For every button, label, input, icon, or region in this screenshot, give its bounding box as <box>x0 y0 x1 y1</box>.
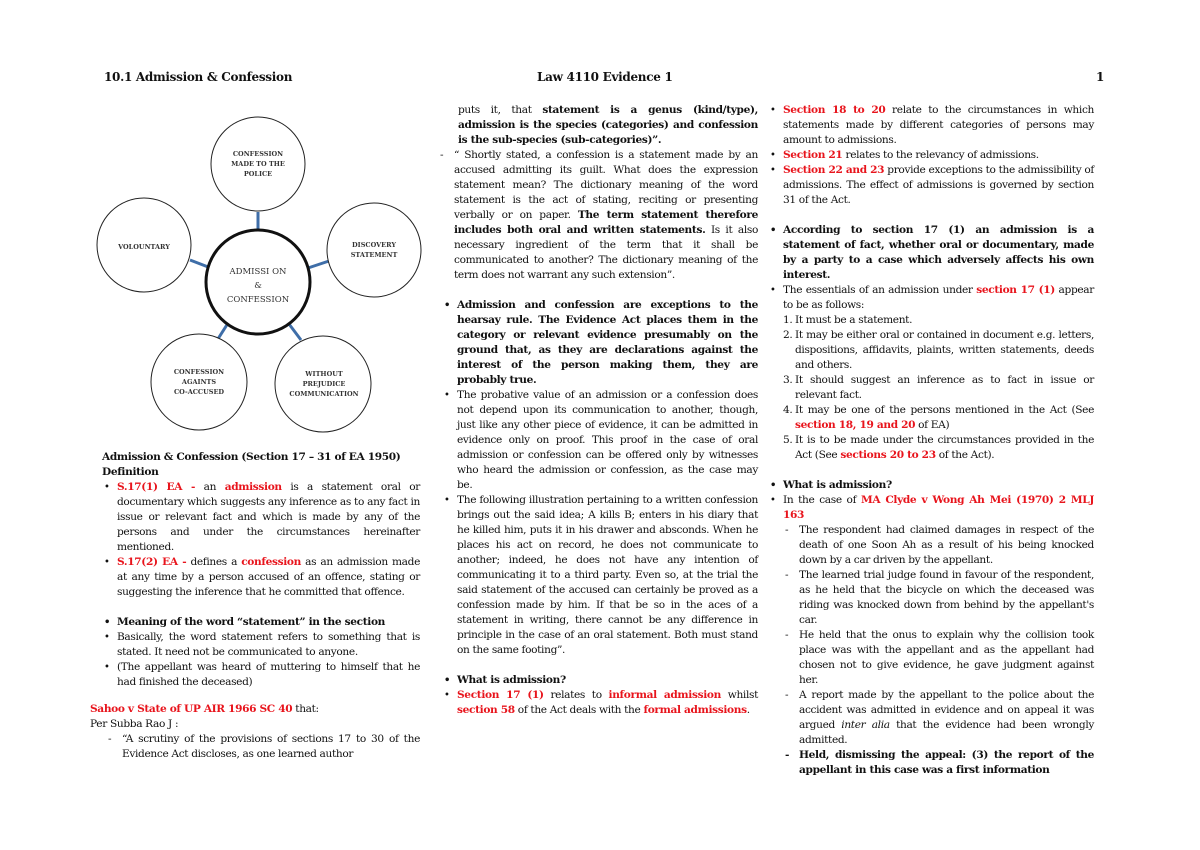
according-item: • According to section 17 (1) an admission is a statement of fact, whether oral or documentary, made by a party to a case which adversely affects his own interest. <box>768 223 1094 283</box>
page-header <box>104 70 1104 88</box>
illustration-item: • The following illustration pertaining to a written confession brings out the said idea; A kills B; enters in his diary that he killed him, puts it in his drawer and absconds. When he places his act on record, he does not communicate to another; indeed, he does not have any intention of communicating it to a third party. Even so, at the trial the said statement of the accused can certainly be proved as a confession made by him. If that be so in the aces of a statement in writing, there cannot be any difference in principle in the case of an oral statement. Both must stand on the same footing”. <box>442 493 758 658</box>
svg-text:CONFESSION: CONFESSION <box>232 150 284 158</box>
section-18-item: • Section 18 to 20 relate to the circumstances in which statements made by different categories of persons may amount to admissions. <box>768 103 1094 148</box>
essential-item: 5. It is to be made under the circumstances provided in the Act (See sections 20 to 23 of the Act). <box>783 434 1094 461</box>
quote-item: - “ Shortly stated, a confession is a statement made by an accused admitting its guilt. What does the expression statement mean? The dictionary meaning of the word statement is the act of stating, reciting or presenting verbally or on paper. The term statement therefore includes both oral and written statements. Is it also necessary ingredient of the term that it shall be communicated to another? The dictionary meaning of the term does not warrant any such extension”. <box>438 148 758 283</box>
document-title: 10.1 Admission & Confession <box>104 70 293 84</box>
center-label-1: ADMISSI ON <box>229 267 287 277</box>
svg-text:COMMUNICATION: COMMUNICATION <box>289 390 359 398</box>
svg-text:VOLOUNTARY: VOLOUNTARY <box>118 243 170 251</box>
what-heading: • What is admission? <box>768 478 1094 493</box>
section-17-item: • Section 17 (1) relates to informal admission whilst section 58 of the Act deals with the formal admissions. <box>442 688 758 718</box>
case-item: • In the case of MA Clyde v Wong Ah Mei (1970) 2 MLJ 163 <box>768 493 1094 523</box>
quote-continuation: puts it, that statement is a genus (kind/type), admission is the species (categories) and confession is the sub-species (sub-categories)”. <box>458 104 758 146</box>
meaning-heading: • Meaning of the word “statement” in the section <box>102 615 420 630</box>
hearsay-item: • Admission and confession are exceptions to the hearsay rule. The Evidence Act places them in the category or relevant evidence presumably on the ground that, as they are declarations against the interest of the person making them, they are probably true. <box>442 298 758 388</box>
definition-heading: Definition <box>102 466 159 478</box>
quote-list-2 <box>438 148 758 283</box>
probative-item: • The probative value of an admission or a confession does not depend upon its communication to another, though, just like any other piece of evidence, it can be admitted in evidence only on proof. This proof in the case of oral admission or confession can be offered only by witnesses who heard the admission or confession, as the case may be. <box>442 388 758 493</box>
fact-item: - A report made by the appellant to the police about the accident was admitted in evidence and on appeal it was argued inter alia that the evidence had been wrongly admitted. <box>783 688 1094 748</box>
center-label-2: & <box>254 281 262 291</box>
essential-item: 2. It may be either oral or contained in document e.g. letters, dispositions, affidavits, plaints, written statements, deeds and others. <box>783 329 1094 371</box>
essentials-list <box>768 313 1094 463</box>
column-3 <box>768 103 1094 778</box>
column-2 <box>442 103 758 718</box>
what-heading: • What is admission? <box>442 673 758 688</box>
essential-item: 3. It should suggest an inference as to fact in issue or relevant fact. <box>783 374 1094 401</box>
page-number: 1 <box>1095 70 1104 84</box>
sections-list <box>768 103 1094 208</box>
svg-text:AGAINTS: AGAINTS <box>181 378 217 386</box>
svg-text:DISCOVERY: DISCOVERY <box>352 241 396 249</box>
fact-item: - The respondent had claimed damages in respect of the death of one Soon Ah as a result of his being knocked down by a car driven by the appellant. <box>783 523 1094 568</box>
what-is-admission-list <box>442 673 758 718</box>
meaning-list <box>102 615 420 690</box>
meaning-item: • (The appellant was heard of muttering to himself that he had finished the deceased) <box>102 660 420 690</box>
svg-text:POLICE: POLICE <box>243 170 273 178</box>
svg-text:PREJUDICE: PREJUDICE <box>302 380 346 388</box>
essentials-item: • The essentials of an admission under section 17 (1) appear to be as follows: <box>768 283 1094 313</box>
case-citation: Sahoo v State of UP AIR 1966 SC 40 that: <box>90 703 319 715</box>
column-1 <box>90 450 420 762</box>
quote-list <box>106 732 420 762</box>
section-22-item: • Section 22 and 23 provide exceptions to the admissibility of admissions. The effect of admissions is governed by section 31 of the Act. <box>768 163 1094 208</box>
section-title: Admission & Confession (Section 17 – 31 of EA 1950) <box>102 451 401 463</box>
node-discovery <box>327 203 421 297</box>
meaning-item: • Basically, the word statement refers to something that is stated. It need not be communicated to anyone. <box>102 630 420 660</box>
course-title: Law 4110 Evidence 1 <box>537 70 673 84</box>
fact-item: - The learned trial judge found in favour of the respondent, as he held that the bicycle on which the deceased was riding was knocked down from behind by the appellant's car. <box>783 568 1094 628</box>
essential-item: 4. It may be one of the persons mentioned in the Act (See section 18, 19 and 20 of EA) <box>783 404 1094 431</box>
section-21-item: • Section 21 relates to the relevancy of admissions. <box>768 148 1094 163</box>
center-label-3: CONFESSION <box>226 295 290 305</box>
svg-text:MADE TO THE: MADE TO THE <box>231 160 285 168</box>
case-facts-list <box>783 523 1094 778</box>
admission-confession-diagram <box>92 112 432 442</box>
definition-list <box>102 480 420 600</box>
definition-admission: • S.17(1) EA - an admission is a statement oral or documentary which suggests any inference as to any fact in issue or relevant fact and which is made by any of the persons and under the circumstances hereinafter mentioned. <box>102 480 420 555</box>
essential-item: 1. It must be a statement. <box>783 314 913 326</box>
fact-item: - He held that the onus to explain why the collision took place was with the appellant and as the appellant had chosen not to give evidence, he gave judgment against her. <box>783 628 1094 688</box>
svg-text:WITHOUT: WITHOUT <box>305 370 343 378</box>
svg-text:CONFESSION: CONFESSION <box>173 368 225 376</box>
svg-text:STATEMENT: STATEMENT <box>350 251 398 259</box>
definition-confession: • S.17(2) EA - defines a confession as an admission made at any time by a person accused of an offence, stating or suggesting the inference that he committed that offence. <box>102 555 420 600</box>
held-item: - Held, dismissing the appeal: (3) the report of the appellant in this case was a first information <box>783 748 1094 778</box>
hearsay-list <box>442 298 758 658</box>
quote-item: - “A scrutiny of the provisions of sections 17 to 30 of the Evidence Act discloses, as one learned author <box>106 732 420 762</box>
svg-text:CO-ACCUSED: CO-ACCUSED <box>173 388 225 396</box>
case-list <box>768 478 1094 523</box>
judge-line: Per Subba Rao J : <box>90 718 179 730</box>
according-list <box>768 223 1094 313</box>
